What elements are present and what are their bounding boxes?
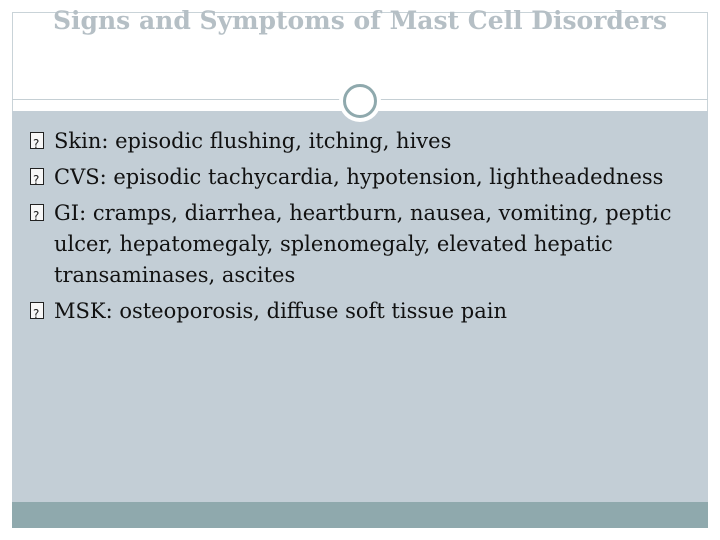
bullet-list <box>30 126 690 332</box>
bullet-text: CVS: episodic tachycardia, hypotension, lightheadedness <box>54 165 664 189</box>
missing-glyph-box-icon <box>30 204 44 221</box>
bullet-item-msk <box>30 296 690 327</box>
slide-title: Signs and Symptoms of Mast Cell Disorders <box>52 6 668 35</box>
bullet-text: GI: cramps, diarrhea, heartburn, nausea, vomiting, peptic ulcer, hepatomegaly, splenomegaly, elevated hepatic transaminases, ascites <box>54 201 672 287</box>
footer-bar <box>12 502 708 528</box>
bullet-text: Skin: episodic flushing, itching, hives <box>54 129 452 153</box>
bullet-item-skin <box>30 126 690 157</box>
bullet-item-gi <box>30 198 690 291</box>
ring-ornament-icon <box>339 80 381 122</box>
missing-glyph-box-icon <box>30 302 44 319</box>
missing-glyph-box-icon <box>30 168 44 185</box>
bullet-text: MSK: osteoporosis, diffuse soft tissue pain <box>54 299 507 323</box>
missing-glyph-box-icon <box>30 132 44 149</box>
bullet-item-cvs <box>30 162 690 193</box>
